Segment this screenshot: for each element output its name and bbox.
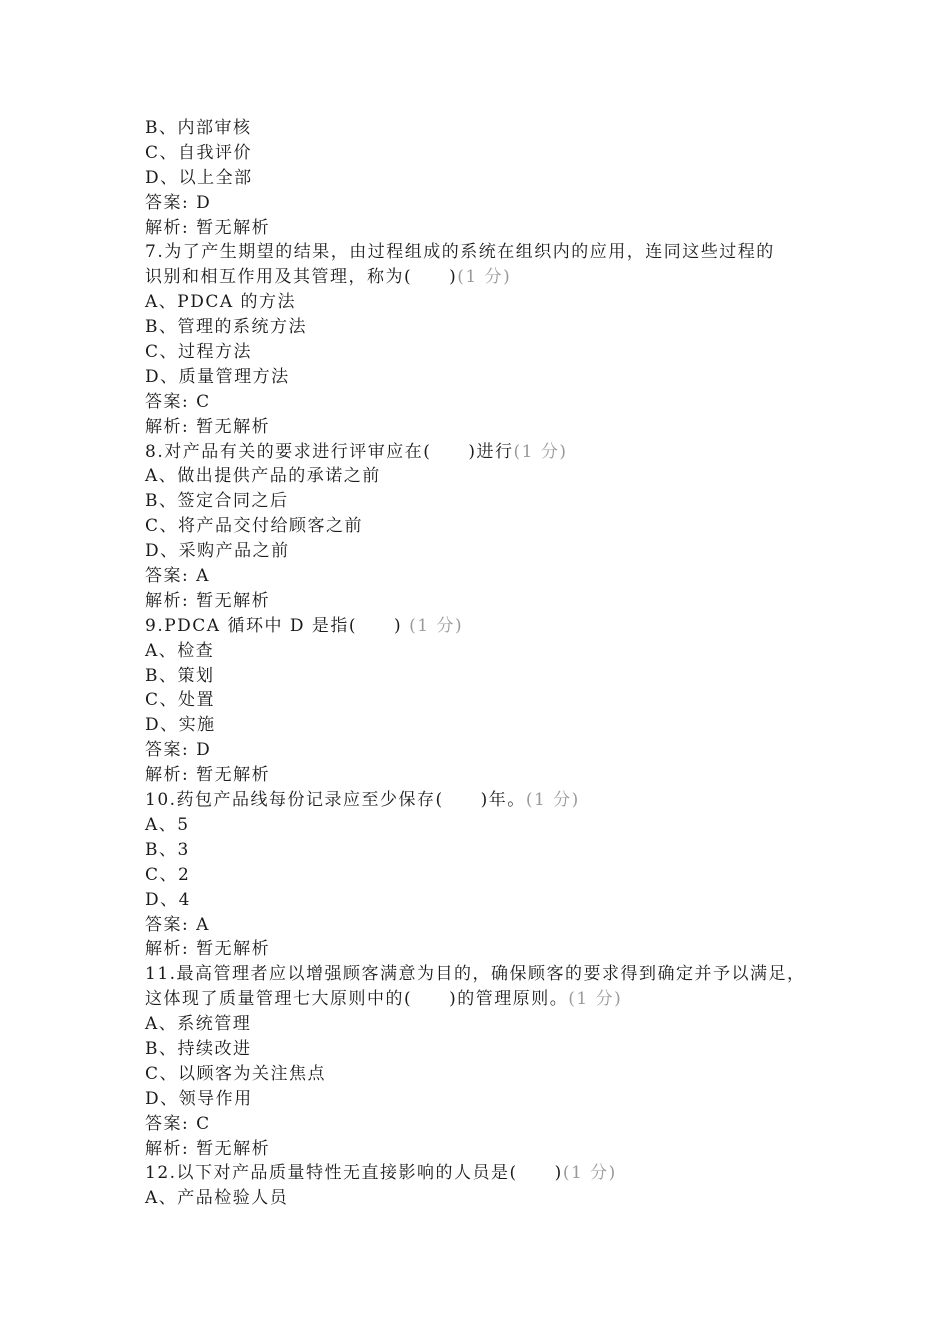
option-line: D、以上全部 — [145, 167, 253, 188]
option-line: B、管理的系统方法 — [145, 317, 307, 338]
question-stem: 7.为了产生期望的结果，由过程组成的系统在组织内的应用，连同这些过程的 — [145, 242, 775, 263]
score-label: (1 分) — [409, 615, 464, 636]
question-stem — [145, 788, 835, 813]
option-line: C、自我评价 — [145, 142, 253, 163]
option-line: A、5 — [145, 814, 190, 835]
option-line: A、系统管理 — [145, 1014, 252, 1035]
option-line: D、质量管理方法 — [145, 366, 290, 387]
score-label: (1 分) — [525, 790, 580, 811]
option-line: C、将产品交付给顾客之前 — [145, 516, 364, 537]
carryover-question — [145, 116, 835, 240]
score-label: (1 分) — [562, 1163, 617, 1184]
analysis-line: 解析: 暂无解析 — [145, 590, 271, 611]
answer-line: 答案: C — [145, 391, 211, 412]
stem-text: 8.对产品有关的要求进行评审应在( )进行 — [145, 441, 514, 462]
score-label: (1 分) — [457, 267, 512, 288]
option-line: B、3 — [145, 839, 190, 860]
stem-text: 10.药包产品线每份记录应至少保存( )年。 — [145, 790, 526, 811]
option-line: C、以顾客为关注焦点 — [145, 1063, 327, 1084]
option-line: C、处置 — [145, 690, 216, 711]
option-line: D、领导作用 — [145, 1088, 253, 1109]
answer-line: 答案: A — [145, 914, 210, 935]
question-stem — [145, 614, 835, 639]
question-8 — [145, 440, 835, 614]
option-line: A、检查 — [145, 640, 215, 661]
question-stem-continued — [145, 987, 835, 1012]
option-line: C、2 — [145, 864, 191, 885]
question-9 — [145, 614, 835, 788]
stem-text: 这体现了质量管理七大原则中的( )的管理原则。 — [145, 989, 569, 1010]
question-stem: 11.最高管理者应以增强顾客满意为目的，确保顾客的要求得到确定并予以满足， — [145, 964, 806, 985]
option-line: D、4 — [145, 889, 191, 910]
score-label: (1 分) — [513, 441, 568, 462]
option-line: C、过程方法 — [145, 342, 253, 363]
answer-line: 答案: A — [145, 566, 210, 587]
analysis-line: 解析: 暂无解析 — [145, 765, 271, 786]
question-7 — [145, 240, 835, 439]
analysis-line: 解析: 暂无解析 — [145, 939, 271, 960]
analysis-line: 解析: 暂无解析 — [145, 416, 271, 437]
question-12 — [145, 1161, 835, 1211]
score-label: (1 分) — [568, 989, 623, 1010]
option-line: B、持续改进 — [145, 1038, 252, 1059]
answer-line: 答案: D — [145, 192, 212, 213]
question-11 — [145, 962, 835, 1161]
stem-text: 9.PDCA 循环中 D 是指( ) — [145, 615, 403, 636]
analysis-line: 解析: 暂无解析 — [145, 1138, 271, 1159]
answer-line: 答案: C — [145, 1113, 211, 1134]
option-line: B、内部审核 — [145, 118, 252, 138]
option-line: D、采购产品之前 — [145, 541, 290, 562]
answer-line: 答案: D — [145, 740, 212, 761]
document-page — [145, 116, 835, 1211]
question-10 — [145, 788, 835, 962]
analysis-line: 解析: 暂无解析 — [145, 217, 271, 238]
option-line: D、实施 — [145, 715, 216, 736]
question-stem — [145, 440, 835, 465]
option-line: B、策划 — [145, 665, 215, 686]
option-line: A、产品检验人员 — [145, 1188, 289, 1209]
stem-text: 12.以下对产品质量特性无直接影响的人员是( ) — [145, 1163, 563, 1184]
question-stem-continued — [145, 265, 835, 290]
stem-text: 识别和相互作用及其管理，称为( ) — [145, 267, 458, 288]
option-line: A、PDCA 的方法 — [145, 292, 297, 313]
option-line: A、做出提供产品的承诺之前 — [145, 466, 381, 487]
option-line: B、签定合同之后 — [145, 491, 289, 512]
question-stem — [145, 1161, 835, 1186]
